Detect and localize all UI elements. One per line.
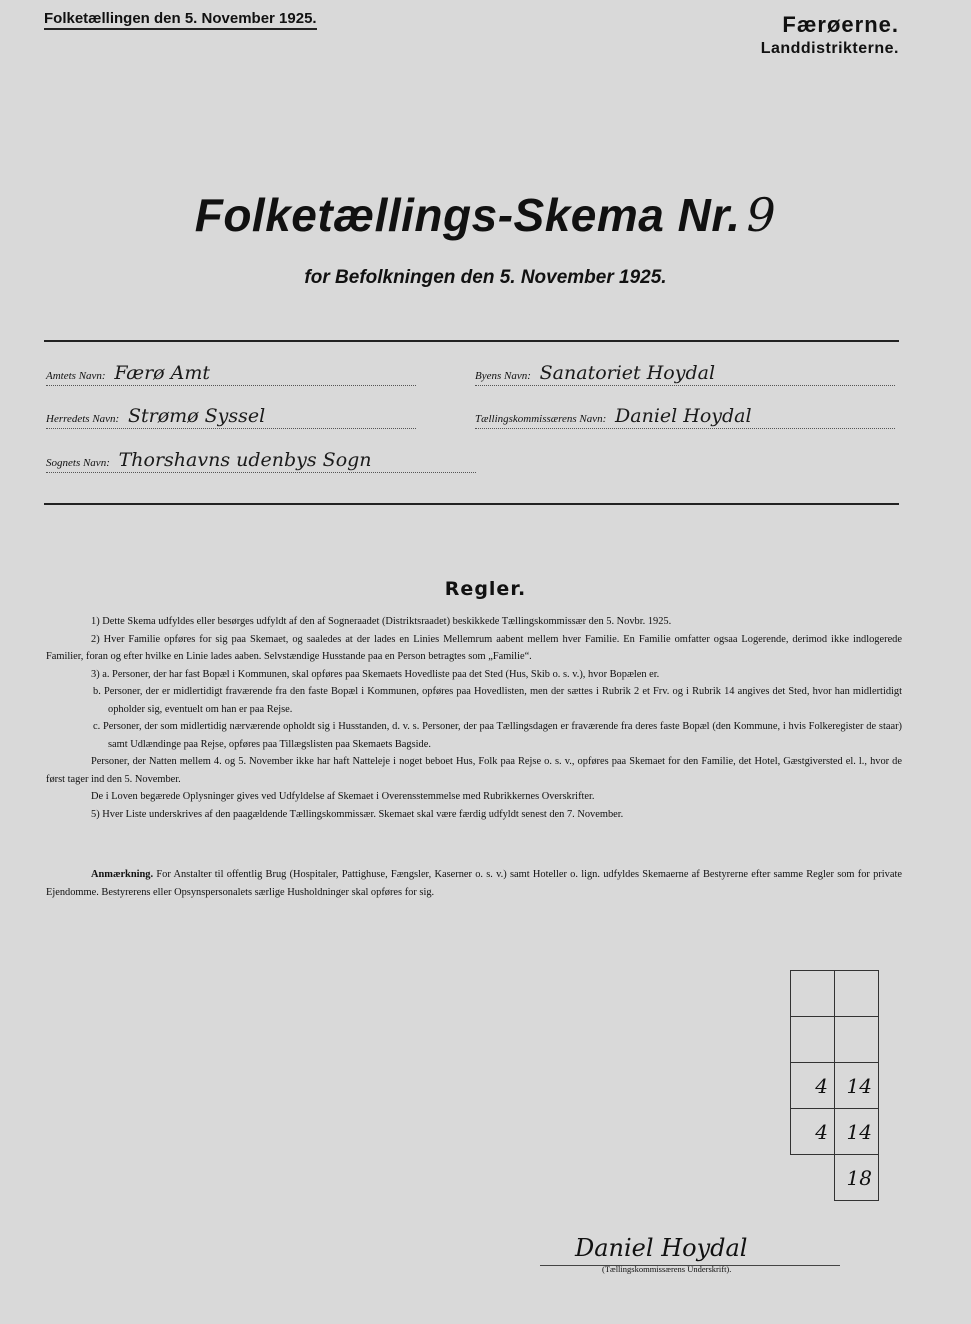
amt-label: Amtets Navn: <box>46 370 106 382</box>
tally-grid <box>790 970 879 1201</box>
form-number: 9 <box>746 188 777 242</box>
herred-field <box>46 405 265 427</box>
rule-3c: c. Personer, der som midlertidig nærværende opholdt sig i Husstanden, d. v. s. Personer, der paa Tællingsdagen er fraværende fra deres faste Bopæl (den Kommune, i hvis Folkeregister de staar) samt Udlændinge paa Rejse, opføres paa Tillægslisten paa Skemaets Bagside. <box>93 721 902 750</box>
sogn-field <box>46 449 372 471</box>
region-name: Færøerne. <box>782 12 899 37</box>
rule-4: De i Loven begærede Oplysninger gives ved Udfyldelse af Skemaet i Overensstemmelse med Rubrikkernes Overskrifter. <box>91 791 595 802</box>
rule-3d: Personer, der Natten mellem 4. og 5. November ikke har haft Natteleje i noget beboet Hus, Folk paa Rejse o. s. v., opføres paa Skemaet for den Familie, det Hotel, Gæstgiversted el. l., hvor de først tager ind den 5. November. <box>46 756 902 785</box>
tally-cell <box>791 971 835 1017</box>
tally-cell: 18 <box>835 1155 879 1201</box>
kommissaer-field <box>475 405 752 427</box>
form-title <box>0 188 971 242</box>
tally-cell <box>835 971 879 1017</box>
rule-5: 5) Hver Liste underskrives af den paagældende Tællingskommissær. Skemaet skal være færdig udfyldt senest den 7. November. <box>91 808 624 820</box>
tally-cell: 4 <box>791 1109 835 1155</box>
form-title-text: Folketællings-Skema Nr. <box>194 189 741 241</box>
census-date-header: Folketællingen den 5. November 1925. <box>44 10 317 30</box>
sogn-value: Thorshavns udenbys Sogn <box>118 449 372 471</box>
signature: Daniel Hoydal <box>575 1234 748 1262</box>
tally-cell: 14 <box>835 1109 879 1155</box>
amt-field <box>46 362 210 384</box>
rule-2: 2) Hver Familie opføres for sig paa Skemaet, og saaledes at der lades en Linies Mellemrum aabent mellem hver Familie. En Familie omfatter ogsaa Logerende, derimod ikke indlogerede Familier, foran og efter hvilke en Linie lades aaben. Selvstændige Husstande paa en Person betragtes som „Familie“. <box>46 633 902 662</box>
remark-text: For Anstalter til offentlig Brug (Hospitaler, Pattighuse, Fængsler, Kaserner o. s. v.) samt Hoteller o. lign. udfyldes Skemaerne af Bestyrerne efter samme Regler som for private Ejendomme. Bestyrerens eller Opsynspersonalets særlige Husholdninger skal opføres for sig. <box>46 869 902 898</box>
district-type: Landdistrikterne. <box>760 40 899 57</box>
tally-cell <box>791 1017 835 1063</box>
byen-field <box>475 362 715 384</box>
amt-value: Færø Amt <box>114 362 211 384</box>
byen-label: Byens Navn: <box>475 370 531 382</box>
tally-cell-empty <box>791 1155 835 1201</box>
kommissaer-label: Tællingskommissærens Navn: <box>475 413 607 425</box>
divider-bottom <box>44 503 899 505</box>
rules-heading: Regler. <box>444 578 527 600</box>
rules-list <box>46 613 902 823</box>
kommissaer-value: Daniel Hoydal <box>615 405 752 427</box>
rule-3a: 3) a. Personer, der har fast Bopæl i Kommunen, skal opføres paa Skemaets Hovedliste paa det Sted (Hus, Skib o. s. v.), hvor Bopælen er. <box>91 668 660 680</box>
sogn-label: Sognets Navn: <box>46 457 110 469</box>
tally-cell <box>835 1017 879 1063</box>
byen-value: Sanatoriet Hoydal <box>539 362 716 384</box>
divider-top <box>44 340 899 342</box>
signature-caption: (Tællingskommissærens Underskrift). <box>602 1264 732 1274</box>
herred-value: Strømø Syssel <box>127 405 266 427</box>
rule-3b: b. Personer, der er midlertidigt fraværende fra den faste Bopæl i Kommunen, opføres paa Hovedlisten, men der sættes i Rubrik 2 et Frv. og i Rubrik 14 angives det Sted, hvor han midlertidigt opholder sig, eventuelt om han er paa Rejse. <box>93 686 902 715</box>
remark-label: Anmærkning. <box>91 869 154 880</box>
region-header <box>761 12 899 58</box>
tally-cell: 14 <box>835 1063 879 1109</box>
herred-label: Herredets Navn: <box>46 413 120 425</box>
remark <box>46 866 902 902</box>
rule-1: 1) Dette Skema udfyldes eller besørges udfyldt af den af Sogneraadet (Distriktsraadet) beskikkede Tællingskommissær den 5. Novbr. 1925. <box>91 616 672 627</box>
tally-cell: 4 <box>791 1063 835 1109</box>
form-subtitle: for Befolkningen den 5. November 1925. <box>304 267 667 288</box>
